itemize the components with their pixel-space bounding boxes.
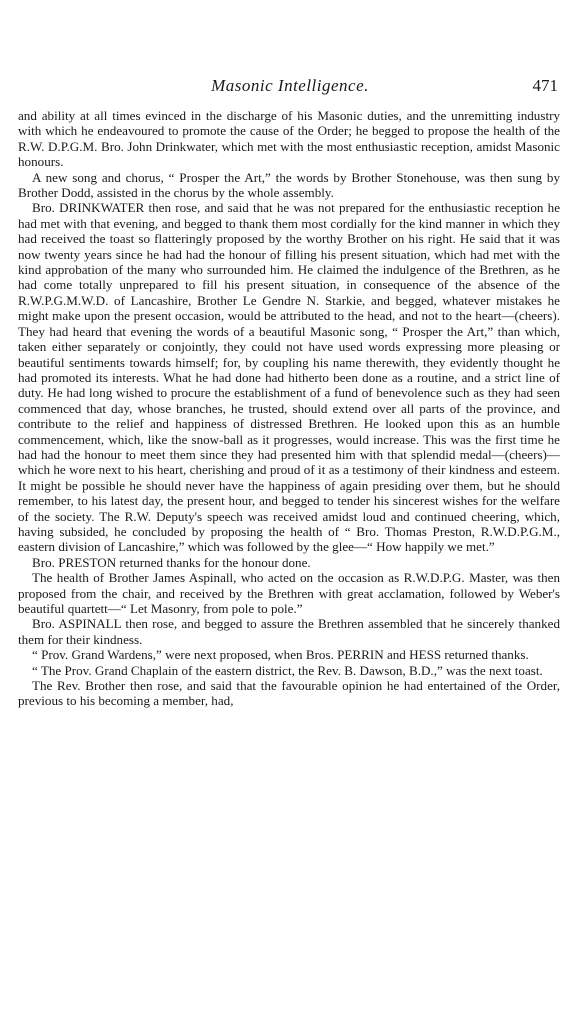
paragraph-grand-chaplain: “ The Prov. Grand Chaplain of the eastern district, the Rev. B. Dawson, B.D.,” was the next toast. [32, 662, 543, 678]
paragraph-grand-wardens: “ Prov. Grand Wardens,” were next proposed, when Bros. PERRIN and HESS returned thanks. [32, 647, 529, 663]
paragraph-new-song: A new song and chorus, “ Prosper the Art,” the words by Brother Stonehouse, was then sung by Brother Dodd, assisted in the chorus by the whole assembly. [18, 169, 560, 201]
paragraph-aspinall-health: The health of Brother James Aspinall, who acted on the occasion as R.W.D.P.G. Master, was then proposed from the chair, and received by the Brethren with great acclamation, followed by Weber's beautiful quartett—“ Let Masonry, from pole to pole.” [18, 570, 560, 616]
article-body [18, 108, 560, 709]
paragraph-rev-brother: The Rev. Brother then rose, and said that the favourable opinion he had entertained of the Order, previous to his becoming a member, had, [18, 678, 560, 709]
paragraph-drinkwater-speech: Bro. DRINKWATER then rose, and said that he was not prepared for the enthusiastic reception he had met with that evening, and begged to thank them most cordially for the kind manner in which they had received the toast so flatteringly proposed by the worthy Brother on his right. He said that it was now twenty years since he had had the honour of filling his present situation, which had met with the kind approbation of the many who surrounded him. He claimed the indulgence of the Brethren, as he had come totally unprepared to fill his present situation, in consequence of the absence of the R.W.P.G.M.W.D. of Lancashire, Brother Le Gendre N. Starkie, and begged, whatever mistakes he might make upon the present occasion, would be attributed to the head, and not to the heart—(cheers). They had heard that evening the words of a beautiful Masonic song, “ Prosper the Art,” than which, taken either separately or conjointly, they could not have used words expressing more pleasing or beautiful sentiments towards himself; for, by coupling his name therewith, they evidently thought he had promoted its interests. What he had done had hitherto been done as a routine, and a strict line of duty. He had long wished to procure the establishment of a fund of benevolence such as they had seen commenced that day, whose branches, he trusted, should extend over all parts of the province, and contribute to the relief and happiness of distressed Brethren. He looked upon this as an humble commencement, which, like the snow-ball as it progresses, would increase. This was the first time he had had the honour to meet them since they had presented him with that splendid medal—(cheers)—which he wore next to his heart, cherishing and proud of it as a testimony of their kindness and esteem. It might be possible he should never have the happiness of again presiding over them, but he should remember, to his latest day, the present hour, and begged to tender his sincerest wishes for the welfare of the society. The R.W. Deputy's speech was received amidst loud and continued cheering, which, having subsided, he concluded by proposing the health of “ Bro. Thomas Preston, R.W.D.P.G.M., eastern division of Lancashire,” which was followed by the glee—“ How happily we met.” [18, 200, 560, 555]
paragraph-preston-thanks: Bro. PRESTON returned thanks for the honour done. [32, 554, 311, 570]
running-head [18, 76, 562, 98]
paragraph-aspinall-reply: Bro. ASPINALL then rose, and begged to assure the Brethren assembled that he sincerely thanked them for their kindness. [18, 616, 560, 647]
paragraph-continuation: and ability at all times evinced in the discharge of his Masonic duties, and the unremitting industry with which he endeavoured to promote the cause of the Order; he begged to propose the health of the R.W. D.P.G.M. Bro. John Drinkwater, which met with the most enthusiastic reception, amidst Masonic honours. [18, 108, 560, 170]
page-number: 471 [532, 76, 558, 95]
running-title: Masonic Intelligence. [211, 76, 369, 95]
